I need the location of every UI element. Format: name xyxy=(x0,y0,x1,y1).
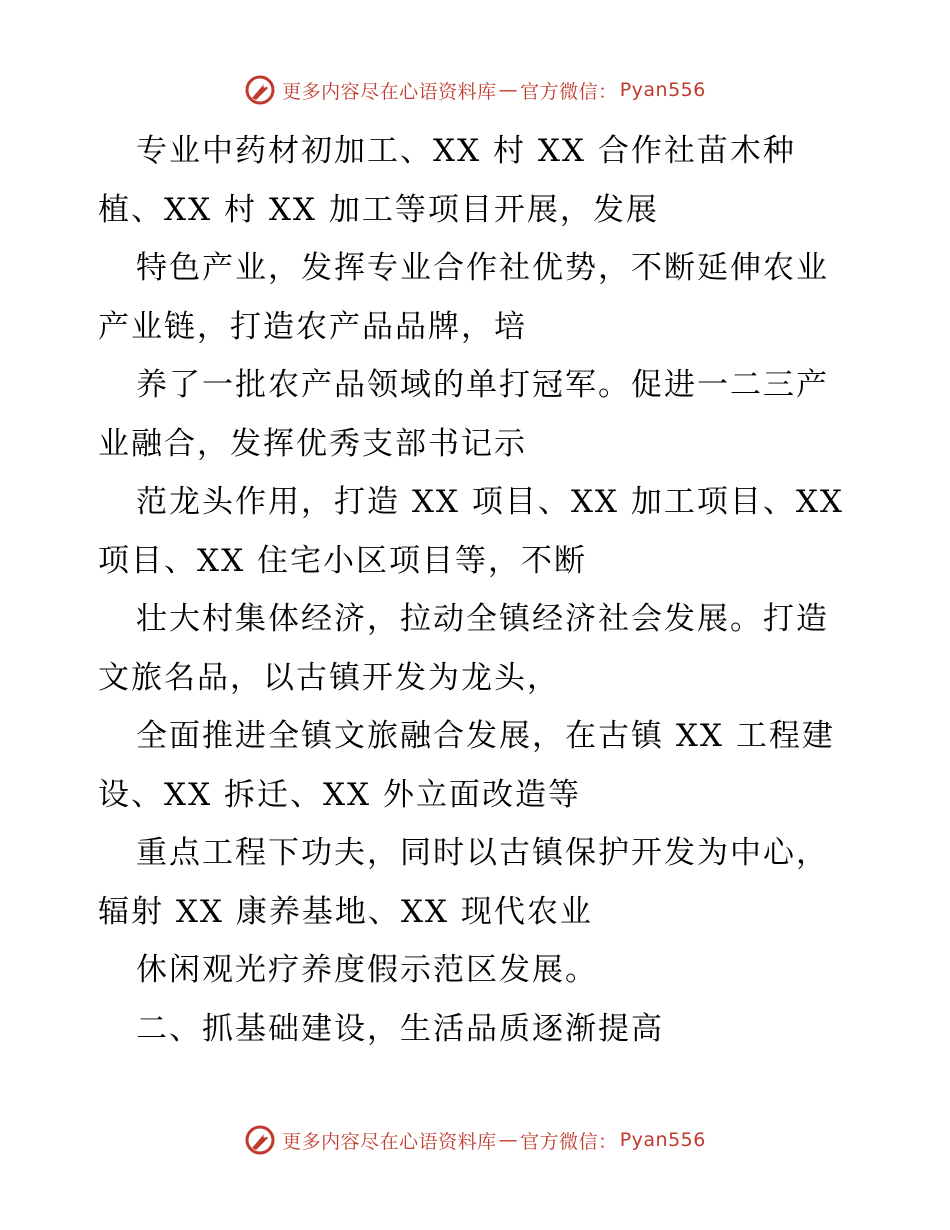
pen-nib-circle-icon xyxy=(244,1124,276,1156)
header-watermark xyxy=(0,70,950,110)
body-line: 范龙头作用，打造 XX 项目、XX 加工项目、XX xyxy=(136,484,844,520)
watermark-dash: — xyxy=(498,79,519,101)
body-line: 养了一批农产品领域的单打冠军。促进一二三产 xyxy=(136,367,829,403)
body-line: 特色产业，发挥专业合作社优势，不断延伸农业 xyxy=(136,250,829,286)
body-line: 产业链，打造农产品品牌，培 xyxy=(98,308,527,345)
watermark-handle: Pyan556 xyxy=(619,1129,706,1151)
watermark-handle: Pyan556 xyxy=(619,79,706,101)
body-line: 文旅名品，以古镇开发为龙头， xyxy=(98,659,560,696)
body-line: 设、XX 拆迁、XX 外立面改造等 xyxy=(98,776,581,813)
body-line: 壮大村集体经济，拉动全镇经济社会发展。打造 xyxy=(136,601,829,637)
watermark-wechat-label: 官方微信： xyxy=(520,1130,618,1153)
watermark-brand: 更多内容尽在心语资料库 xyxy=(282,80,497,103)
body-line: 项目、XX 住宅小区项目等，不断 xyxy=(98,542,587,579)
body-line: 辐射 XX 康养基地、XX 现代农业 xyxy=(98,893,593,930)
pen-nib-circle-icon xyxy=(244,74,276,106)
body-line: 全面推进全镇文旅融合发展，在古镇 XX 工程建 xyxy=(136,718,835,754)
body-line: 植、XX 村 XX 加工等项目开展，发展 xyxy=(98,191,659,228)
body-line: 专业中药材初加工、XX 村 XX 合作社苗木种 xyxy=(136,133,796,169)
footer-watermark xyxy=(0,1120,950,1160)
body-line: 业融合，发挥优秀支部书记示 xyxy=(98,425,527,462)
body-line: 休闲观光疗养度假示范区发展。 xyxy=(136,952,598,988)
watermark-dash: — xyxy=(498,1129,519,1151)
watermark-wechat-label: 官方微信： xyxy=(520,80,618,103)
body-line: 重点工程下功夫，同时以古镇保护开发为中心， xyxy=(136,835,829,871)
section-heading: 二、抓基础建设，生活品质逐渐提高 xyxy=(136,1010,664,1047)
watermark-brand: 更多内容尽在心语资料库 xyxy=(282,1130,497,1153)
document-body xyxy=(98,122,858,1058)
